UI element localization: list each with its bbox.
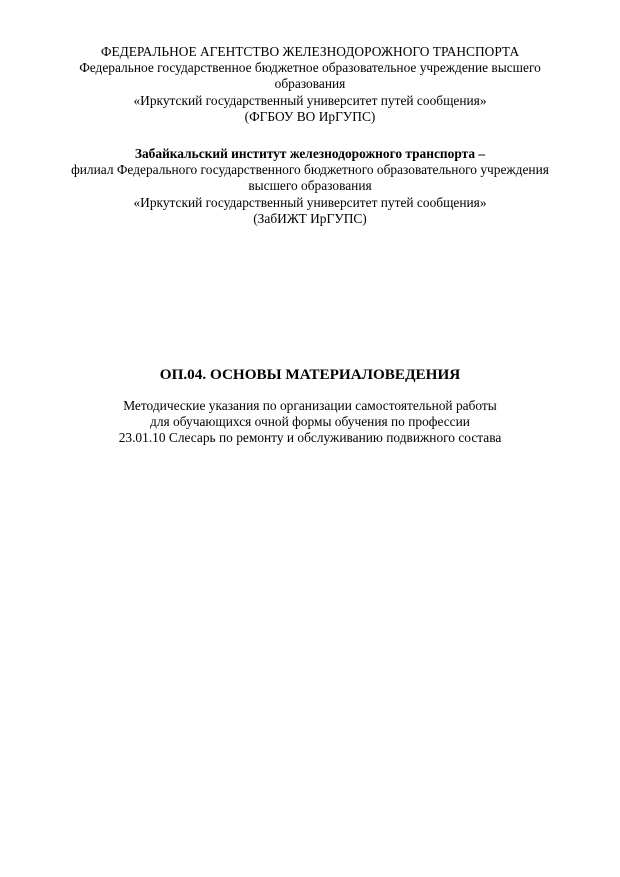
document-title-block: [40, 366, 580, 384]
institution-type-line-cont: образования: [274, 76, 346, 92]
institute-name: Забайкальский институт железнодорожного транспорта –: [134, 146, 486, 161]
institution-type-line: Федеральное государственное бюджетное образовательное учреждение высшего: [79, 60, 541, 76]
agency-name: ФЕДЕРАЛЬНОЕ АГЕНТСТВО ЖЕЛЕЗНОДОРОЖНОГО ТРАНСПОРТА: [100, 44, 520, 59]
university-abbreviation: (ФГБОУ ВО ИрГУПС): [244, 108, 376, 124]
institute-header: [40, 146, 580, 227]
subtitle-line-3: 23.01.10 Слесарь по ремонту и обслуживанию подвижного состава: [118, 430, 502, 446]
branch-description-cont: высшего образования: [248, 178, 372, 194]
parent-university-name: «Иркутский государственный университет путей сообщения»: [133, 194, 487, 210]
document-title: ОП.04. ОСНОВЫ МАТЕРИАЛОВЕДЕНИЯ: [159, 366, 461, 383]
university-name: «Иркутский государственный университет путей сообщения»: [133, 92, 487, 108]
subtitle-line-2: для обучающихся очной формы обучения по профессии: [150, 414, 470, 430]
subtitle-line-1: Методические указания по организации самостоятельной работы: [123, 398, 497, 413]
institute-abbreviation: (ЗабИЖТ ИрГУПС): [253, 210, 367, 226]
agency-header: [40, 44, 580, 125]
branch-description: филиал Федерального государственного бюджетного образовательного учреждения: [71, 162, 549, 178]
document-subtitle: [40, 398, 580, 447]
